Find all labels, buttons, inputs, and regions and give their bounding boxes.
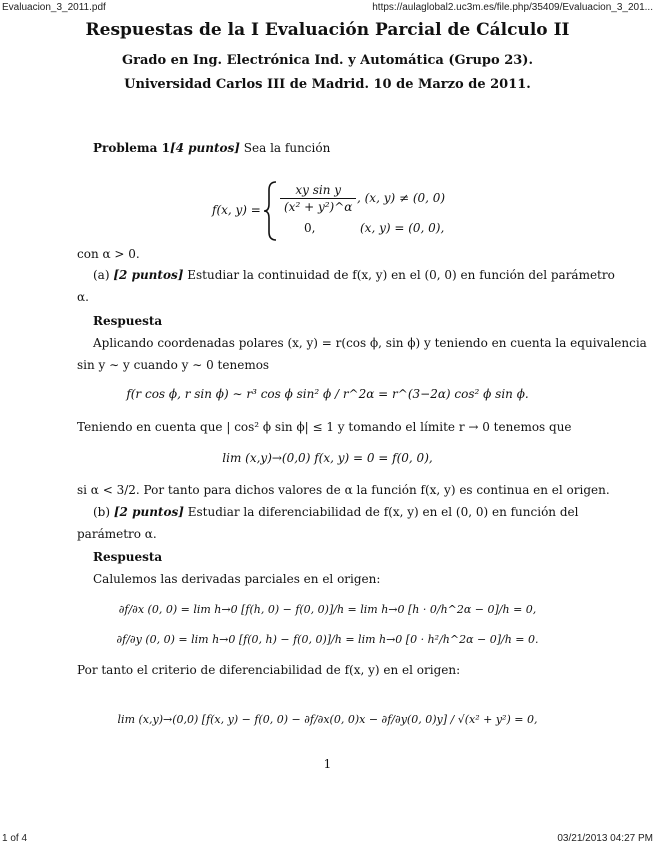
case2-value: 0,	[304, 221, 316, 235]
case2-condition: (x, y) = (0, 0),	[360, 221, 445, 235]
polar-equation: f(r cos ϕ, r sin ϕ) ∼ r³ cos ϕ sin² ϕ / r^2α = r^(3−2α) cos² ϕ sin ϕ.	[126, 387, 529, 401]
part-a-label: (a)	[93, 268, 110, 282]
pdf-filename: Evaluacion_3_2011.pdf	[2, 2, 106, 13]
part-b-text2: parámetro α.	[77, 527, 157, 541]
respuesta-heading-b: Respuesta	[93, 550, 163, 564]
problem-intro: Sea la función	[243, 141, 331, 155]
function-lhs: f(x, y) =	[212, 203, 261, 217]
part-b-text1: Estudiar la diferenciabilidad de f(x, y) en el (0, 0) en función del	[187, 505, 579, 519]
page-url: https://aulaglobal2.uc3m.es/file.php/35409/Evaluacion_3_201...	[372, 2, 653, 13]
continuity-text: si α < 3/2. Por tanto para dichos valores de α la función f(x, y) es continua en el origen.	[77, 483, 610, 497]
partials-text: Calulemos las derivadas parciales en el origen:	[93, 572, 381, 586]
polar-text-line1: Aplicando coordenadas polares (x, y) = r(cos ϕ, sin ϕ) y teniendo en cuenta la equivalencia	[93, 336, 647, 350]
piecewise-function	[212, 180, 472, 240]
case1-numerator: xy sin y	[295, 183, 342, 197]
part-a-text1: Estudiar la continuidad de f(x, y) en el (0, 0) en función del parámetro	[187, 268, 615, 282]
respuesta-heading-a: Respuesta	[93, 314, 163, 328]
limit-equation: lim (x,y)→(0,0) f(x, y) = 0 = f(0, 0),	[222, 451, 433, 465]
print-timestamp: 03/21/2013 04:27 PM	[557, 833, 653, 844]
left-brace	[264, 180, 278, 242]
bound-text: Teniendo en cuenta que | cos² ϕ sin ϕ| ≤ 1 y tomando el límite r → 0 tenemos que	[77, 420, 572, 434]
document-title: Respuestas de la I Evaluación Parcial de Cálculo II	[85, 20, 570, 40]
differentiability-text: Por tanto el criterio de diferenciabilidad de f(x, y) en el origen:	[77, 663, 461, 677]
part-a-line1	[93, 268, 615, 283]
part-b-points: [2 puntos]	[113, 505, 184, 519]
course-subtitle: Grado en Ing. Electrónica Ind. y Automática (Grupo 23).	[122, 53, 533, 68]
case1-denominator: (x² + y²)^α	[280, 198, 356, 214]
problem-heading: Problema 1	[93, 141, 170, 155]
problem-points: [4 puntos]	[169, 141, 240, 155]
case1-fraction	[280, 183, 356, 214]
case1-condition: , (x, y) ≠ (0, 0)	[357, 191, 446, 205]
part-a-text2: α.	[77, 290, 89, 304]
page-indicator: 1 of 4	[2, 833, 28, 844]
differentiability-equation: lim (x,y)→(0,0) [f(x, y) − f(0, 0) − ∂f/∂x(0, 0)x − ∂f/∂y(0, 0)y] / √(x² + y²) = 0,	[117, 713, 538, 726]
part-b-line1	[93, 505, 578, 520]
partial-y-equation: ∂f/∂y (0, 0) = lim h→0 [f(0, h) − f(0, 0)]/h = lim h→0 [0 · h²/h^2α − 0]/h = 0.	[116, 633, 539, 646]
partial-x-equation: ∂f/∂x (0, 0) = lim h→0 [f(h, 0) − f(0, 0)]/h = lim h→0 [h · 0/h^2α − 0]/h = 0,	[118, 603, 537, 616]
page-number: 1	[323, 757, 332, 771]
problem-heading-line	[93, 141, 330, 156]
alpha-condition: con α > 0.	[77, 247, 140, 261]
polar-text-line2: sin y ∼ y cuando y ∼ 0 tenemos	[77, 358, 270, 372]
part-b-label: (b)	[93, 505, 111, 519]
university-date-subtitle: Universidad Carlos III de Madrid. 10 de Marzo de 2011.	[124, 77, 531, 92]
part-a-points: [2 puntos]	[113, 268, 184, 282]
